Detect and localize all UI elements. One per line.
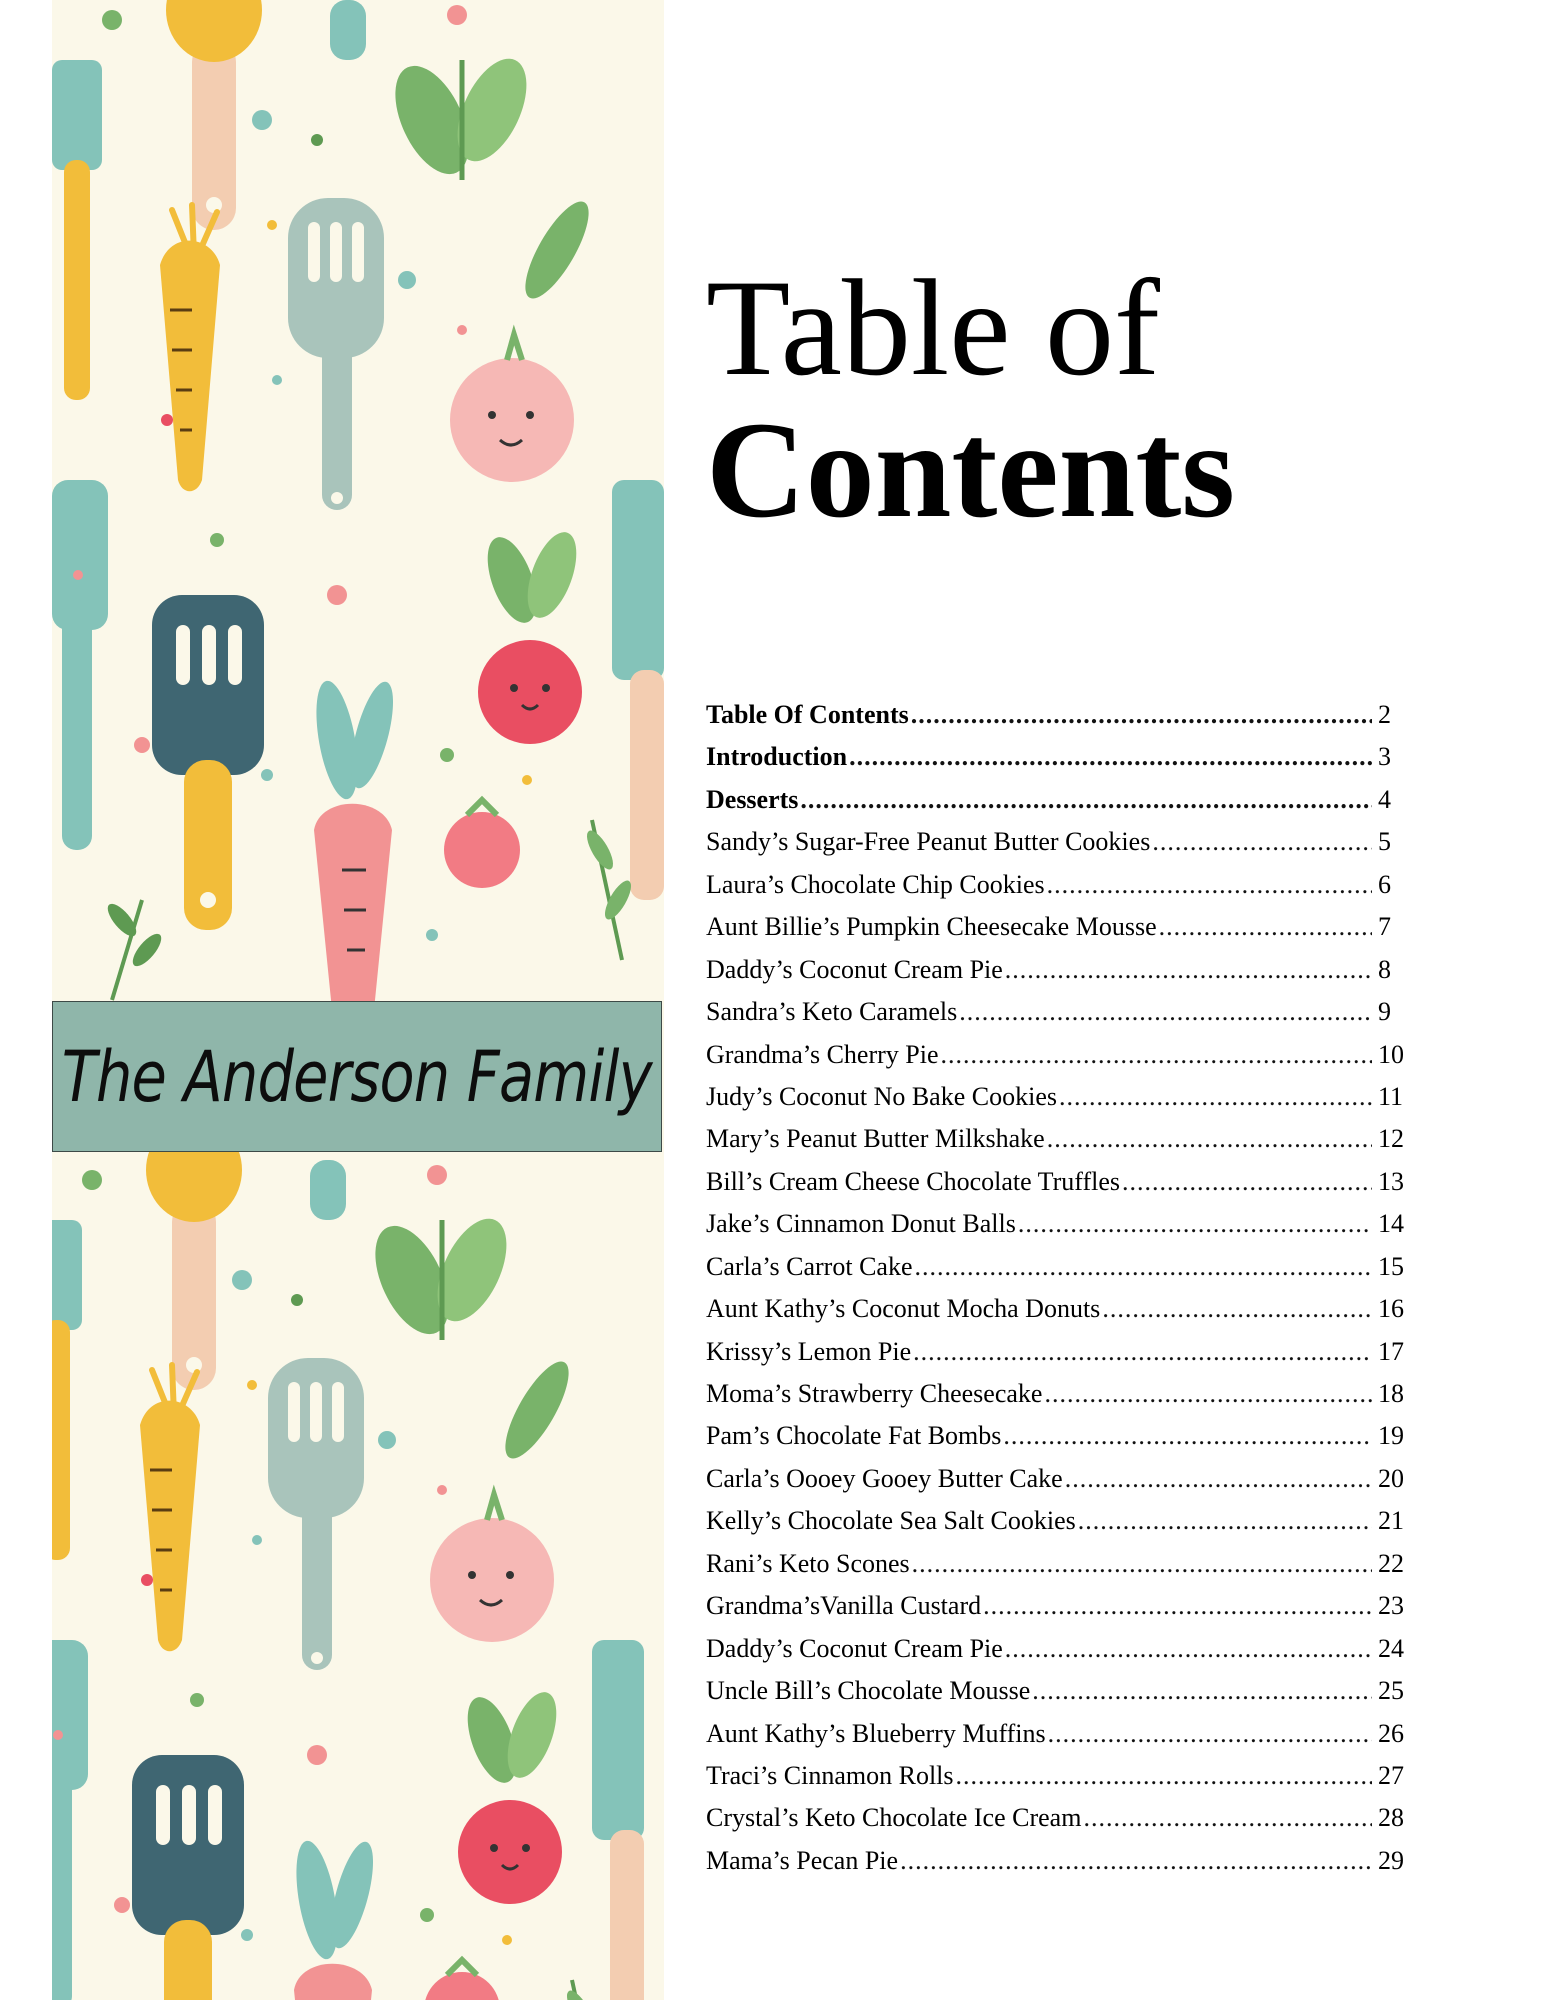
toc-entry[interactable]	[706, 1421, 1418, 1463]
dot-leader	[983, 1591, 1372, 1621]
toc-entry-page-number: 6	[1378, 869, 1391, 899]
toc-entry-label: Kelly’s Chocolate Sea Salt Cookies	[706, 1506, 1076, 1536]
toc-entry-label: Sandra’s Keto Caramels	[706, 997, 958, 1027]
dot-leader	[849, 742, 1372, 772]
toc-entry-page-number: 12	[1378, 1124, 1404, 1154]
toc-entry-label: Sandy’s Sugar-Free Peanut Butter Cookies	[706, 827, 1151, 857]
toc-entry-label: Table Of Contents	[706, 700, 909, 729]
toc-entry[interactable]	[706, 827, 1418, 869]
dot-leader	[900, 1846, 1372, 1876]
toc-entry-page-number: 8	[1378, 954, 1391, 984]
dot-leader	[1078, 1506, 1372, 1536]
dot-leader	[913, 1337, 1372, 1367]
toc-entry-page-number: 24	[1378, 1633, 1404, 1663]
toc-entry-label: Introduction	[706, 742, 848, 772]
dot-leader	[1122, 1167, 1372, 1197]
toc-entry[interactable]	[706, 1506, 1418, 1548]
dot-leader	[1059, 1082, 1372, 1112]
toc-entry-label: Aunt Billie’s Pumpkin Cheesecake Mousse	[706, 912, 1157, 942]
dot-leader	[1018, 1209, 1372, 1239]
dot-leader	[1065, 1464, 1372, 1494]
toc-entry[interactable]	[706, 1676, 1418, 1718]
toc-entry-label: Daddy’s Coconut Cream Pie	[706, 954, 1003, 984]
toc-entry-page-number: 7	[1378, 912, 1391, 942]
dot-leader	[1047, 870, 1372, 900]
toc-entry-page-number: 25	[1378, 1676, 1404, 1706]
toc-entry-page-number: 26	[1378, 1718, 1404, 1748]
toc-entry-label: Moma’s Strawberry Cheesecake	[706, 1379, 1043, 1408]
toc-entry-label: Desserts	[706, 784, 799, 814]
toc-entry-page-number: 17	[1378, 1336, 1404, 1366]
toc-entry-page-number: 10	[1378, 1039, 1404, 1069]
toc-entry-page-number: 15	[1378, 1251, 1404, 1281]
toc-entry-page-number: 3	[1378, 742, 1391, 772]
toc-entry[interactable]	[706, 1761, 1418, 1803]
toc-entry[interactable]	[706, 912, 1418, 954]
toc-entry-page-number: 5	[1378, 827, 1391, 857]
toc-entry-page-number: 29	[1378, 1845, 1404, 1875]
dot-leader	[1159, 912, 1372, 942]
toc-entry[interactable]	[706, 1846, 1418, 1888]
toc-entry-page-number: 13	[1378, 1166, 1404, 1196]
dot-leader	[1048, 1719, 1372, 1749]
toc-entry[interactable]	[706, 1803, 1418, 1845]
toc-entry[interactable]	[706, 1082, 1418, 1124]
toc-entry-page-number: 27	[1378, 1760, 1404, 1790]
toc-entry[interactable]	[706, 700, 1418, 742]
dot-leader	[941, 1040, 1372, 1070]
toc-entry-label: Jake’s Cinnamon Donut Balls	[706, 1209, 1016, 1239]
dot-leader	[911, 700, 1372, 730]
toc-entry-label: Bill’s Cream Cheese Chocolate Truffles	[706, 1166, 1121, 1196]
title-line-1: Table of	[706, 251, 1160, 404]
toc-entry-label: Traci’s Cinnamon Rolls	[706, 1760, 954, 1790]
toc-entry-label: Daddy’s Coconut Cream Pie	[706, 1633, 1003, 1663]
dot-leader	[1047, 1124, 1372, 1154]
toc-entry-page-number: 18	[1378, 1379, 1404, 1408]
family-name-banner	[52, 1001, 662, 1152]
toc-entry[interactable]	[706, 1294, 1418, 1336]
toc-entry[interactable]	[706, 1209, 1418, 1251]
toc-list	[706, 700, 1418, 1888]
toc-entry[interactable]	[706, 1040, 1418, 1082]
dot-leader	[956, 1761, 1372, 1791]
toc-entry-label: Rani’s Keto Scones	[706, 1548, 910, 1578]
dot-leader	[1005, 1634, 1372, 1664]
toc-entry-label: Grandma’s Cherry Pie	[706, 1039, 939, 1069]
dot-leader	[1005, 955, 1372, 985]
toc-entry-label: Krissy’s Lemon Pie	[706, 1336, 912, 1366]
toc-entry-label: Aunt Kathy’s Coconut Mocha Donuts	[706, 1294, 1101, 1324]
toc-entry-page-number: 19	[1378, 1421, 1404, 1451]
toc-entry-page-number: 28	[1378, 1803, 1404, 1833]
dot-leader	[1102, 1294, 1372, 1324]
toc-entry[interactable]	[706, 1337, 1418, 1379]
toc-entry[interactable]	[706, 955, 1418, 997]
toc-entry-label: Judy’s Coconut No Bake Cookies	[706, 1081, 1057, 1111]
toc-entry-page-number: 9	[1378, 997, 1391, 1027]
toc-entry-page-number: 23	[1378, 1591, 1404, 1621]
toc-entry-page-number: 4	[1378, 784, 1391, 814]
toc-entry-label: Uncle Bill’s Chocolate Mousse	[706, 1676, 1031, 1706]
page-title	[706, 251, 1236, 546]
toc-entry[interactable]	[706, 1549, 1418, 1591]
toc-entry[interactable]	[706, 1252, 1418, 1294]
title-line-2: Contents	[706, 393, 1236, 546]
toc-entry[interactable]	[706, 870, 1418, 912]
toc-entry-label: Aunt Kathy’s Blueberry Muffins	[706, 1718, 1046, 1748]
toc-entry-label: Carla’s Carrot Cake	[706, 1251, 913, 1281]
dot-leader	[912, 1549, 1372, 1579]
toc-entry-page-number: 14	[1378, 1209, 1404, 1239]
dot-leader	[800, 785, 1372, 815]
dot-leader	[959, 997, 1372, 1027]
toc-entry[interactable]	[706, 1124, 1418, 1166]
dot-leader	[1032, 1676, 1372, 1706]
toc-entry-page-number: 21	[1378, 1506, 1404, 1536]
toc-entry[interactable]	[706, 1167, 1418, 1209]
family-name: The Anderson Family	[61, 1035, 653, 1118]
toc-entry-label: Crystal’s Keto Chocolate Ice Cream	[706, 1803, 1082, 1833]
toc-entry-label: Carla’s Oooey Gooey Butter Cake	[706, 1463, 1063, 1493]
toc-entry-page-number: 11	[1378, 1081, 1404, 1111]
toc-entry[interactable]	[706, 1464, 1418, 1506]
toc-entry-label: Mama’s Pecan Pie	[706, 1845, 899, 1875]
dot-leader	[1083, 1803, 1372, 1833]
dot-leader	[1003, 1421, 1372, 1451]
toc-entry-page-number: 2	[1378, 700, 1391, 729]
toc-entry[interactable]	[706, 785, 1418, 827]
toc-entry-page-number: 16	[1378, 1294, 1404, 1324]
kitchen-pattern-art	[52, 0, 664, 2000]
toc-entry[interactable]	[706, 1719, 1418, 1761]
dot-leader	[915, 1252, 1373, 1282]
toc-entry-page-number: 20	[1378, 1463, 1404, 1493]
toc-entry[interactable]	[706, 1591, 1418, 1633]
toc-entry-label: Grandma’sVanilla Custard	[706, 1591, 982, 1621]
toc-entry-page-number: 22	[1378, 1548, 1404, 1578]
dot-leader	[1044, 1379, 1372, 1409]
toc-entry[interactable]	[706, 1634, 1418, 1676]
toc-entry[interactable]	[706, 1379, 1418, 1421]
kitchen-pattern-panel	[52, 0, 664, 2000]
toc-entry-label: Laura’s Chocolate Chip Cookies	[706, 869, 1045, 899]
toc-entry[interactable]	[706, 997, 1418, 1039]
toc-entry[interactable]	[706, 742, 1418, 784]
dot-leader	[1152, 827, 1372, 857]
toc-entry-label: Pam’s Chocolate Fat Bombs	[706, 1421, 1002, 1451]
toc-entry-label: Mary’s Peanut Butter Milkshake	[706, 1124, 1045, 1154]
